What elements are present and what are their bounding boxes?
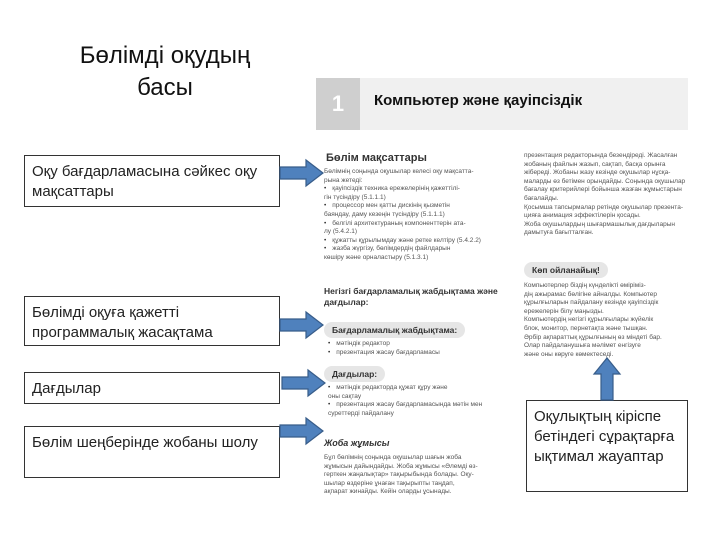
slide-title-line1: Бөлімді оқудың xyxy=(79,42,251,69)
textbook-page xyxy=(316,78,688,534)
chapter-number: 1 xyxy=(316,78,360,130)
project-description-text: презентация редакторында безендіреді. Жасалған жобаның файлын жазып, сақтап, басқа орынға жібереді. Жобаны жазу кезінде оқушылар нұсқа- маларды өз бетімен орындайды. Соңында оқушылар бағалау критерийлері бойынша жазған жұмыстарын бағалайды. Қосымша тапсырмалар ретінде оқушылар презента- цияға анимация эффектілерін қосады. Жоба оқушылардың шығармашылық дағдыларын дамытуға бағытталған. xyxy=(524,152,686,237)
label-software: Бөлімді оқуға қажетті программалық жасақтама xyxy=(24,296,280,346)
label-answers: Оқулықтың кіріспе бетіндегі сұрақтарға ықтимал жауаптар xyxy=(526,400,688,492)
objectives-heading: Бөлім мақсаттары xyxy=(326,152,427,164)
think-heading: Көп ойланайық! xyxy=(524,262,608,278)
software-list: • мәтіндік редактор • презентация жасау бағдарламасы xyxy=(328,340,514,357)
skills-pill: Дағдылар: xyxy=(324,366,385,382)
software-heading: Негізгі бағдарламалық жабдықтама және дағдылар: xyxy=(324,286,498,307)
label-objectives: Оқу бағдарламасына сәйкес оқу мақсаттары xyxy=(24,155,280,207)
think-text: Компьютерлер біздің күнделікті өміріміз- дің ажырамас бөлігіне айналды. Компьютер құрылғыларын пайдалану кезінде қауіпсіздік ережелерін білу маңызды. Компьютердің негізгі құрылғылары жүйелік блок, монитор, пернетақта және тышқан. Әрбір ақпараттық құрылғының өз міндеті бар. Олар пайдаланушыға мәлімет енгізуге және оны көруге көмектеседі. xyxy=(524,282,662,358)
skills-list: • мәтіндік редакторда құжат құру және оны сақтау • презентация жасау бағдарламасында мәтін мен суреттерді пайдалану xyxy=(328,384,514,418)
chapter-title: Компьютер және қауіпсіздік xyxy=(374,92,583,109)
slide-title-line2: басы xyxy=(137,74,193,101)
project-heading: Жоба жұмысы xyxy=(324,438,390,448)
label-skills: Дағдылар xyxy=(24,372,280,404)
label-project: Бөлім шеңберінде жобаны шолу xyxy=(24,426,280,478)
slide-title xyxy=(40,40,290,104)
objectives-text: Бөлімнің соңында оқушылар келесі оқу мақсатта- рына жетеді: • қауіпсіздік техника ережелерінің қажеттілі- гін түсіндіру (5.1.1.1) • процессор мен қатты дискінің қызметін баяндау, даму кезеңін түсіндіру (5.1.1.1) • белгілі архитектураның компоненттерін ата- лу (5.4.2.1) • құжатты құрылымдау және ретке келтіру (5.4.2.2) • жазба жүргізу, бөлімдердің файлдарын көшіру және орналастыру (5.1.3.1) xyxy=(324,168,514,263)
software-pill: Бағдарламалық жабдықтама: xyxy=(324,322,465,338)
project-text: Бұл бөлімнің соңында оқушылар шағын жоба жұмысын дайындайды. Жоба жұмысы «Әлемді өз- герткен жаңалықтар» тақырыбында болады. Оқу- шылар өздеріне ұнаған тақырыпты таңдап, ақпарат жинайды. Кейін оларды ұсынады. xyxy=(324,454,478,496)
